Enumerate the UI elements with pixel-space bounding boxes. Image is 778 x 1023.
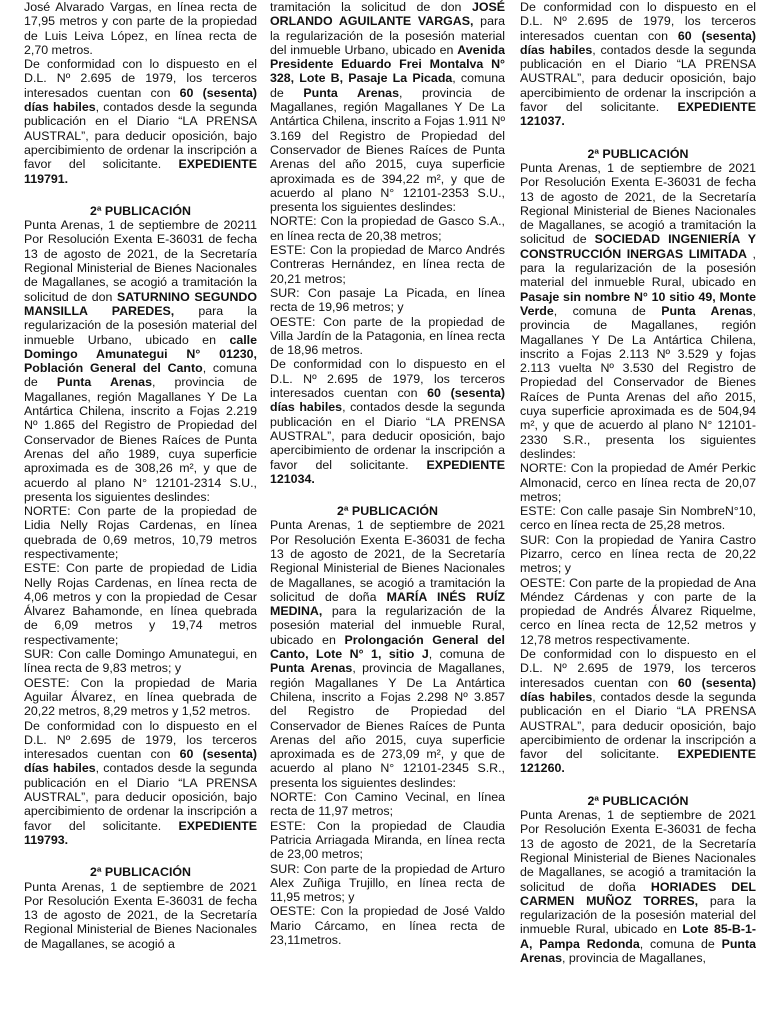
publication-heading [520, 147, 756, 161]
bold-text: SOCIEDAD INGENIERÍA Y CONSTRUCCIÓN INERGAS LIMITADA [520, 232, 756, 261]
text-run: para la regularización de la posesión material del inmueble Rural, ubicado en [520, 893, 756, 937]
text-run: , comuna de [428, 647, 505, 662]
text-run: , contados desde la segunda publicación en el Diario “LA PRENSA AUSTRAL”, para deducir oposición, bajo apercibimiento de ordenar la inscripción a favor del solicitante. [24, 761, 257, 833]
text-run: tramitación la solicitud de don [270, 0, 472, 14]
notice-paragraph [24, 647, 257, 676]
column-3 [520, 0, 756, 1023]
notice-paragraph [24, 57, 257, 186]
text-run: De conformidad con lo dispuesto en el D.L. Nº 2.695 de 1979, los terceros interesados cuentan con [520, 647, 756, 690]
text-run: , para la regularización de la posesión material del inmueble Rural, ubicado en [520, 246, 756, 290]
bold-text: HORIADES DEL CARMEN MUÑOZ TORRES, [520, 879, 756, 908]
text-run: , contados desde la segunda publicación en el Diario “LA PRENSA AUSTRAL”, para deducir oposición, bajo apercibimiento de ordenar la inscripción a favor del solicitante. [520, 42, 756, 115]
notice-paragraph [270, 518, 505, 790]
text-run: 2ª PUBLICACIÓN [90, 865, 191, 880]
bold-text: Punta Arenas [520, 936, 756, 965]
text-run: , provincia de Magallanes, [562, 951, 706, 965]
text-run: ESTE: Con la propiedad de Marco Andrés Contreras Hernández, en línea recta de 20,21 metros; [270, 243, 505, 286]
bold-text: EXPEDIENTE 121037. [520, 100, 756, 129]
text-run: SUR: Con pasaje La Picada, en línea recta de 19,96 metros; y [270, 285, 505, 315]
notice-paragraph [270, 243, 505, 286]
bold-text: EXPEDIENTE 119791. [24, 157, 257, 186]
bold-text: Pasaje sin nombre N° 10 sitio 49, Monte Verde [520, 289, 756, 318]
notice-paragraph [270, 286, 505, 315]
text-run: , provincia de Magallanes, región Magallanes Y De La Antártica Chilena, inscrito a Fojas 2.113 Nº 3.529 y fojas 2.113 vuelta Nº 3.530 del Registro de Propiedad del Conservador de Bienes Raíces de Punta Arenas del año 2015, cuya superficie aproximada es de 504,94 m², y que de acuerdo al plano N° 12101-2330 S.R., presenta los siguientes deslindes: [520, 303, 756, 461]
text-run: De conformidad con lo dispuesto en el D.L. Nº 2.695 de 1979, los terceros interesados cuentan con [520, 0, 756, 43]
bold-text: Punta Arenas [661, 303, 753, 318]
text-run: SUR: Con la propiedad de Yanira Castro Pizarro, cerco en línea recta de 20,22 metros; y [520, 532, 756, 576]
bold-text: Lote 85-B-1-A, Pampa Redonda [520, 922, 756, 951]
notice-paragraph [270, 790, 505, 819]
text-run: NORTE: Con la propiedad de Amér Perkic Almonacid, cerco en línea recta de 20,07 metros; [520, 461, 756, 504]
bold-text: Prolongación General del Canto, Lote N° 1, sitio J [270, 632, 505, 662]
text-run: OESTE: Con parte de la propiedad de Ana Méndez Cárdenas y con parte de la propiedad de Andrés Álvarez Riquelme, cerco en línea recta de 12,52 metros y 12,78 metros respectivamente. [520, 575, 756, 647]
text-run: 2ª PUBLICACIÓN [587, 146, 689, 161]
text-run: , comuna de [24, 361, 257, 390]
notice-paragraph [520, 808, 756, 965]
text-run: SUR: Con calle Domingo Amunategui, en línea recta de 9,83 metros; y [24, 647, 257, 676]
publication-heading [520, 794, 756, 808]
bold-text: 60 (sesenta) días habiles [24, 85, 257, 115]
notice-paragraph [520, 647, 756, 776]
notice-paragraph [520, 461, 756, 504]
text-run: , contados desde la segunda publicación en el Diario “LA PRENSA AUSTRAL”, para deducir oposición, bajo apercibimiento de ordenar la inscripción a favor del solicitante. [24, 100, 257, 172]
text-run: , comuna de [553, 303, 662, 318]
notice-paragraph [24, 504, 257, 561]
notice-paragraph [24, 676, 257, 719]
text-run: OESTE: Con la propiedad de José Valdo Mario Cárcamo, en línea recta de 23,11metros. [270, 904, 505, 947]
notice-paragraph [520, 533, 756, 576]
text-run: De conformidad con lo dispuesto en el D.L. Nº 2.695 de 1979, los terceros interesados cuentan con [270, 357, 505, 401]
text-run: OESTE: Con la propiedad de Maria Aguilar Álvarez, en línea quebrada de 20,22 metros, 8,29 metros y 1,52 metros. [24, 675, 257, 719]
text-run: NORTE: Con la propiedad de Gasco S.A., en línea recta de 20,38 metros; [270, 214, 505, 243]
notice-paragraph [270, 0, 505, 214]
text-run: NORTE: Con parte de la propiedad de Lidia Nelly Rojas Cardenas, en línea quebrada de 0,69 metros, 10,79 metros respectivamente; [24, 504, 257, 561]
text-run: Punta Arenas, 1 de septiembre de 2021 Por Resolución Exenta E-36031 de fecha 13 de agosto de 2021, de la Secretaría Regional Ministerial de Bienes Nacionales de Magallanes, se acogió a [24, 879, 257, 951]
text-run: , contados desde la segunda publicación en el Diario “LA PRENSA AUSTRAL”, para deducir oposición, bajo apercibimiento de ordenar la inscripción a favor del solicitante. [270, 400, 505, 472]
notice-paragraph [24, 218, 257, 504]
bold-text: calle Domingo Amunategui N° 01230, Población General del Canto [24, 332, 257, 376]
text-run: NORTE: Con Camino Vecinal, en línea recta de 11,97 metros; [270, 790, 505, 819]
text-run: para la regularización de la posesión material del inmueble Urbano, ubicado en [24, 303, 257, 347]
text-run: 2ª PUBLICACIÓN [90, 203, 191, 218]
bold-text: 60 (sesenta) días habiles [520, 675, 756, 704]
notice-paragraph [24, 0, 257, 57]
text-run: , contados desde la segunda publicación en el Diario “LA PRENSA AUSTRAL”, para deducir oposición, bajo apercibimiento de ordenar la inscripción a favor del solicitante. [520, 689, 756, 762]
bold-text: 60 (sesenta) días habiles [24, 747, 257, 776]
notice-paragraph [24, 880, 257, 951]
bold-text: 60 (sesenta) días habiles [520, 28, 756, 57]
notice-paragraph [520, 576, 756, 647]
publication-heading [24, 865, 257, 879]
bold-text: JOSÉ ORLANDO AGUILANTE VARGAS, [270, 0, 505, 29]
notice-paragraph [270, 904, 505, 947]
text-run: Punta Arenas, 1 de septiembre de 2021 Por Resolución Exenta E-36031 de fecha 13 de agosto de 2021, de la Secretaría Regional Ministerial de Bienes Nacionales de Magallanes, se acogió a tramitación la solicitud de doña [520, 808, 756, 894]
notice-paragraph [520, 0, 756, 129]
text-run: ESTE: Con calle pasaje Sin NombreN°10, cerco en línea recta de 25,28 metros. [520, 504, 756, 533]
bold-text: MARÍA INÉS RUÍZ MEDINA, [270, 589, 505, 619]
column-1 [24, 0, 257, 1023]
bold-text: Punta Arenas [270, 661, 353, 676]
text-run: ESTE: Con la propiedad de Claudia Patricia Arriagada Miranda, en línea recta de 23,00 metros; [270, 818, 505, 862]
publication-heading [24, 204, 257, 218]
text-run: , provincia de Magallanes, región Magallanes Y De La Antártica Chilena, inscrito a Fojas 2.298 Nº 3.857 del Registro de Propiedad del Conservador de Bienes Raíces de Punta Arenas del año 2015, cuya superficie aproximada es de 273,09 m², y que de acuerdo al plano N° 12101-2345 S.R., presenta los siguientes deslindes: [270, 661, 505, 790]
bold-text: EXPEDIENTE 121034. [270, 457, 505, 486]
notice-paragraph [270, 862, 505, 905]
bold-text: EXPEDIENTE 119793. [24, 818, 257, 847]
bold-text: EXPEDIENTE 121260. [520, 747, 756, 776]
text-run: Punta Arenas, 1 de septiembre de 20211 Por Resolución Exenta E-36031 de fecha 13 de agosto de 2021, de la Secretaría Regional Ministerial de Bienes Nacionales de Magallanes, se acogió a tramitación la solicitud de don [24, 218, 257, 304]
text-run: 2ª PUBLICACIÓN [337, 504, 438, 519]
text-run: , provincia de Magallanes, región Magallanes Y De La Antártica Chilena, inscrito a Fojas 1.911 Nº 3.169 del Registro de Propiedad del Conservador de Bienes Raíces de Punta Arenas del año 2015, cuya superficie aproximada es de 394,22 m², y que de acuerdo al plano N° 12101-2353 S.U., presenta los siguientes deslindes: [270, 85, 505, 215]
text-run: 2ª PUBLICACIÓN [587, 793, 689, 808]
text-run: OESTE: Con parte de la propiedad de Villa Jardín de la Patagonia, en línea recta de 18,96 metros. [270, 314, 505, 358]
bold-text: Punta Arenas [56, 375, 152, 390]
text-run: , comuna de [639, 936, 722, 951]
notice-paragraph [270, 357, 505, 486]
text-run: Punta Arenas, 1 de septiembre de 2021 Por Resolución Exenta E-36031 de fecha 13 de agosto de 2021, de la Secretaría Regional Ministerial de Bienes Nacionales de Magallanes, se acogió a tramitación la solicitud de [520, 160, 756, 247]
column-2 [270, 0, 505, 1023]
notice-paragraph [520, 504, 756, 533]
notice-paragraph [270, 819, 505, 862]
text-run: para la regularización de la posesión material del inmueble Rural, ubicado en [270, 604, 505, 647]
text-run: Punta Arenas, 1 de septiembre de 2021 Por Resolución Exenta E-36031 de fecha 13 de agosto de 2021, de la Secretaría Regional Ministerial de Bienes Nacionales de Magallanes, se acogió a tramitación la solicitud de doña [270, 518, 505, 604]
text-run: De conformidad con lo dispuesto en el D.L. Nº 2.695 de 1979, los terceros interesados cuentan con [24, 57, 257, 100]
text-run: ESTE: Con parte de propiedad de Lidia Nelly Rojas Cardenas, en línea recta de 4,06 metros y con la propiedad de Cesar Álvarez Bahamonde, en línea quebrada de 6,09 metros y 19,74 metros respectivamente; [24, 561, 257, 647]
bold-text: SATURNINO SEGUNDO MANSILLA PAREDES, [24, 289, 257, 318]
notice-paragraph [270, 315, 505, 358]
notice-paragraph [270, 214, 505, 243]
bold-text: Punta Arenas [303, 85, 399, 100]
notice-paragraph [24, 719, 257, 848]
text-run: De conformidad con lo dispuesto en el D.L. Nº 2.695 de 1979, los terceros interesados cuentan con [24, 718, 257, 762]
text-run: SUR: Con parte de la propiedad de Arturo Alex Zuñiga Trujillo, en línea recta de 11,95 metros; y [270, 861, 505, 905]
notice-paragraph [520, 161, 756, 461]
bold-text: Avenida Presidente Eduardo Frei Montalva N° 328, Lote B, Pasaje La Picada [270, 42, 505, 86]
text-run: , comuna de [270, 71, 505, 100]
text-run: José Alvarado Vargas, en línea recta de 17,95 metros y con parte de la propiedad de Luis Leiva López, en línea recta de 2,70 metros. [24, 0, 257, 57]
publication-heading [270, 504, 505, 518]
notice-paragraph [24, 561, 257, 647]
text-run: , provincia de Magallanes, región Magallanes Y De La Antártica Chilena, inscrito a Fojas 2.219 Nº 1.865 del Registro de Propiedad del Conservador de Bienes Raíces de Punta Arenas del año 1989, cuya superficie aproximada es de 308,26 m², y que de acuerdo al plano N° 12101-2314 S.U., presenta los siguientes deslindes: [24, 375, 257, 504]
bold-text: 60 (sesenta) días habiles [270, 386, 505, 415]
text-run: para la regularización de la posesión material del inmueble Urbano, ubicado en [270, 14, 505, 57]
